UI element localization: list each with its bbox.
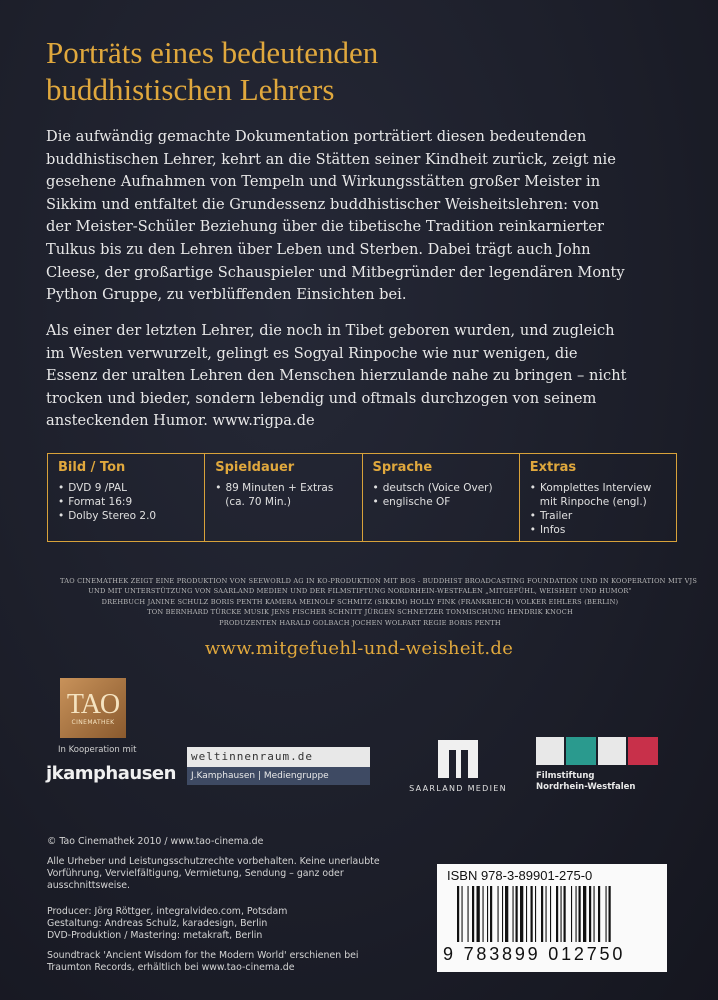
soundtrack-text: Soundtrack 'Ancient Wisdom for the Modern World' erschienen bei Traumton Records, erhältlich bei www.tao-cinema.de [47, 950, 359, 974]
text-line: trocken und bieder, sondern lebendig und oftmals durchzogen von seinem [46, 389, 597, 407]
copyright-text: © Tao Cinemathek 2010 / www.tao-cinema.de [47, 836, 264, 847]
info-item: (ca. 70 Min.) [225, 496, 291, 508]
info-column-extras [520, 454, 676, 541]
film-credits [60, 576, 698, 628]
credit-line: PRODUZENTEN HARALD GOLBACH JOCHEN WOLFART REGIE BORIS PENTH [219, 618, 501, 627]
info-item: • Infos [529, 524, 566, 536]
text-line: der Meister-Schüler Beziehung über die tibetische Tradition reinkarnierter [46, 218, 604, 236]
info-item: • Dolby Stereo 2.0 [58, 510, 157, 522]
info-item: • Trailer [529, 510, 573, 522]
text-line: Tulkus bis zu den Lehren über Leben und Sterben. Dabei trägt auch John [46, 240, 591, 258]
barcode-digits: 9 783899 012750 [443, 944, 626, 964]
info-heading: Bild / Ton [58, 460, 126, 475]
description-paragraph [46, 126, 676, 307]
teacher-paragraph [46, 320, 676, 433]
credit-line: UND MIT UNTERSTÜTZUNG VON SAARLAND MEDIEN UND DER FILMSTIFTUNG NORDRHEIN-WESTFALEN „MITGEFÜHL, WEISHEIT UND HUMOR" [88, 587, 632, 596]
info-item: • Format 16:9 [58, 496, 133, 508]
saarland-m-icon [438, 740, 478, 778]
dvd-info-box [47, 453, 677, 542]
info-item: • englische OF [372, 496, 451, 508]
credit-line: TAO CINEMATHEK ZEIGT EINE PRODUKTION VON SEEWORLD AG IN KO-PRODUKTION MIT BOS - BUDDHIST BROADCASTING FOUNDATION UND IN KOOPERATION MIT VJS [60, 577, 698, 585]
website-link[interactable]: www.mitgefuehl-und-weisheit.de [204, 638, 514, 659]
producer-text: Producer: Jörg Röttger, integralvideo.com, Potsdam Gestaltung: Andreas Schulz, karadesign, Berlin DVD-Produktion / Mastering: metakraft, Berlin [47, 906, 288, 942]
credit-line: DREHBUCH JANINE SCHULZ BORIS PENTH KAMERA MEINOLF SCHMITZ (SIKKIM) HOLLY FINK (FRANKREICH) VOLKER EIHLERS (BERLIN) [101, 597, 619, 606]
saarland-name: SAARLAND MEDIEN [409, 784, 507, 793]
info-item: • DVD 9 /PAL [58, 482, 127, 494]
isbn-barcode [437, 864, 667, 972]
text-line: Sikkim und entfaltet die Grundessenz buddhistischer Weisheitslehren: von [46, 195, 600, 213]
info-column-bild-ton [48, 454, 205, 541]
filmstiftung-name: Filmstiftung Nordrhein-Westfalen [536, 771, 636, 792]
text-line: im Westen verwurzelt, gelingt es Sogyal Rinpoche wie nur wenigen, die [46, 344, 578, 362]
title-line: buddhistischen Lehrers [46, 72, 335, 107]
weltinnenraum-logo [187, 747, 370, 785]
info-heading: Sprache [372, 460, 433, 475]
title-line: Porträts eines bedeutenden [46, 35, 379, 70]
barcode-bars-icon [457, 886, 653, 942]
isbn-number: ISBN 978-3-89901-275-0 [447, 868, 593, 883]
rights-text: Alle Urheber und Leistungsschutzrechte vorbehalten. Keine unerlaubte Vorführung, Vervielfältigung, Vermietung, Sendung – ganz oder ausschnittsweise. [47, 856, 380, 892]
page-title [46, 34, 378, 108]
text-line: Die aufwändig gemachte Dokumentation porträtiert diesen bedeutenden [46, 128, 587, 145]
info-item: • deutsch (Voice Over) [372, 482, 493, 494]
info-heading: Extras [529, 460, 577, 475]
text-line: buddhistischen Lehrer, kehrt an die Stätten seiner Kindheit zurück, zeigt nie [46, 150, 616, 168]
text-line: Als einer der letzten Lehrer, die noch in Tibet geboren wurden, und zugleich [46, 322, 615, 339]
jkamphausen-logo: jkamphausen [46, 763, 176, 784]
cooperation-label: In Kooperation mit [58, 745, 137, 755]
tao-cinemathek-logo [60, 678, 126, 738]
text-line: Cleese, der großartige Schauspieler und Mitbegründer der legendären Monty [46, 263, 625, 281]
mediengruppe-text: J.Kamphausen | Mediengruppe [187, 767, 370, 785]
filmstiftung-icon [536, 737, 661, 765]
weltinnenraum-text: weltinnenraum.de [187, 747, 370, 767]
text-line: gesehene Aufnahmen von Tempeln und Wirkungsstätten großer Meister in [46, 173, 601, 191]
info-item: • 89 Minuten + Extras [215, 482, 334, 494]
info-item: mit Rinpoche (engl.) [539, 496, 647, 508]
filmstiftung-logo [536, 737, 661, 793]
tao-logo-subtext: CINEMATHEK [71, 718, 115, 726]
tao-logo-text: TAO [66, 688, 120, 720]
text-line: Python Gruppe, zu verblüffenden Einsichten bei. [46, 286, 407, 304]
info-column-sprache [363, 454, 520, 541]
text-line: Essenz der uralten Lehren den Menschen hierzulande nahe zu bringen – nicht [46, 367, 627, 385]
credit-line: TON BERNHARD TÜRCKE MUSIK JENS FISCHER SCHNITT JÜRGEN SCHNETZER TONMISCHUNG HENDRIK KNOCH [147, 608, 573, 617]
saarland-medien-logo [408, 740, 508, 793]
info-item: • Komplettes Interview [529, 482, 652, 494]
info-column-spieldauer [205, 454, 362, 541]
text-line: ansteckenden Humor. www.rigpa.de [46, 412, 315, 430]
info-heading: Spieldauer [215, 460, 295, 475]
